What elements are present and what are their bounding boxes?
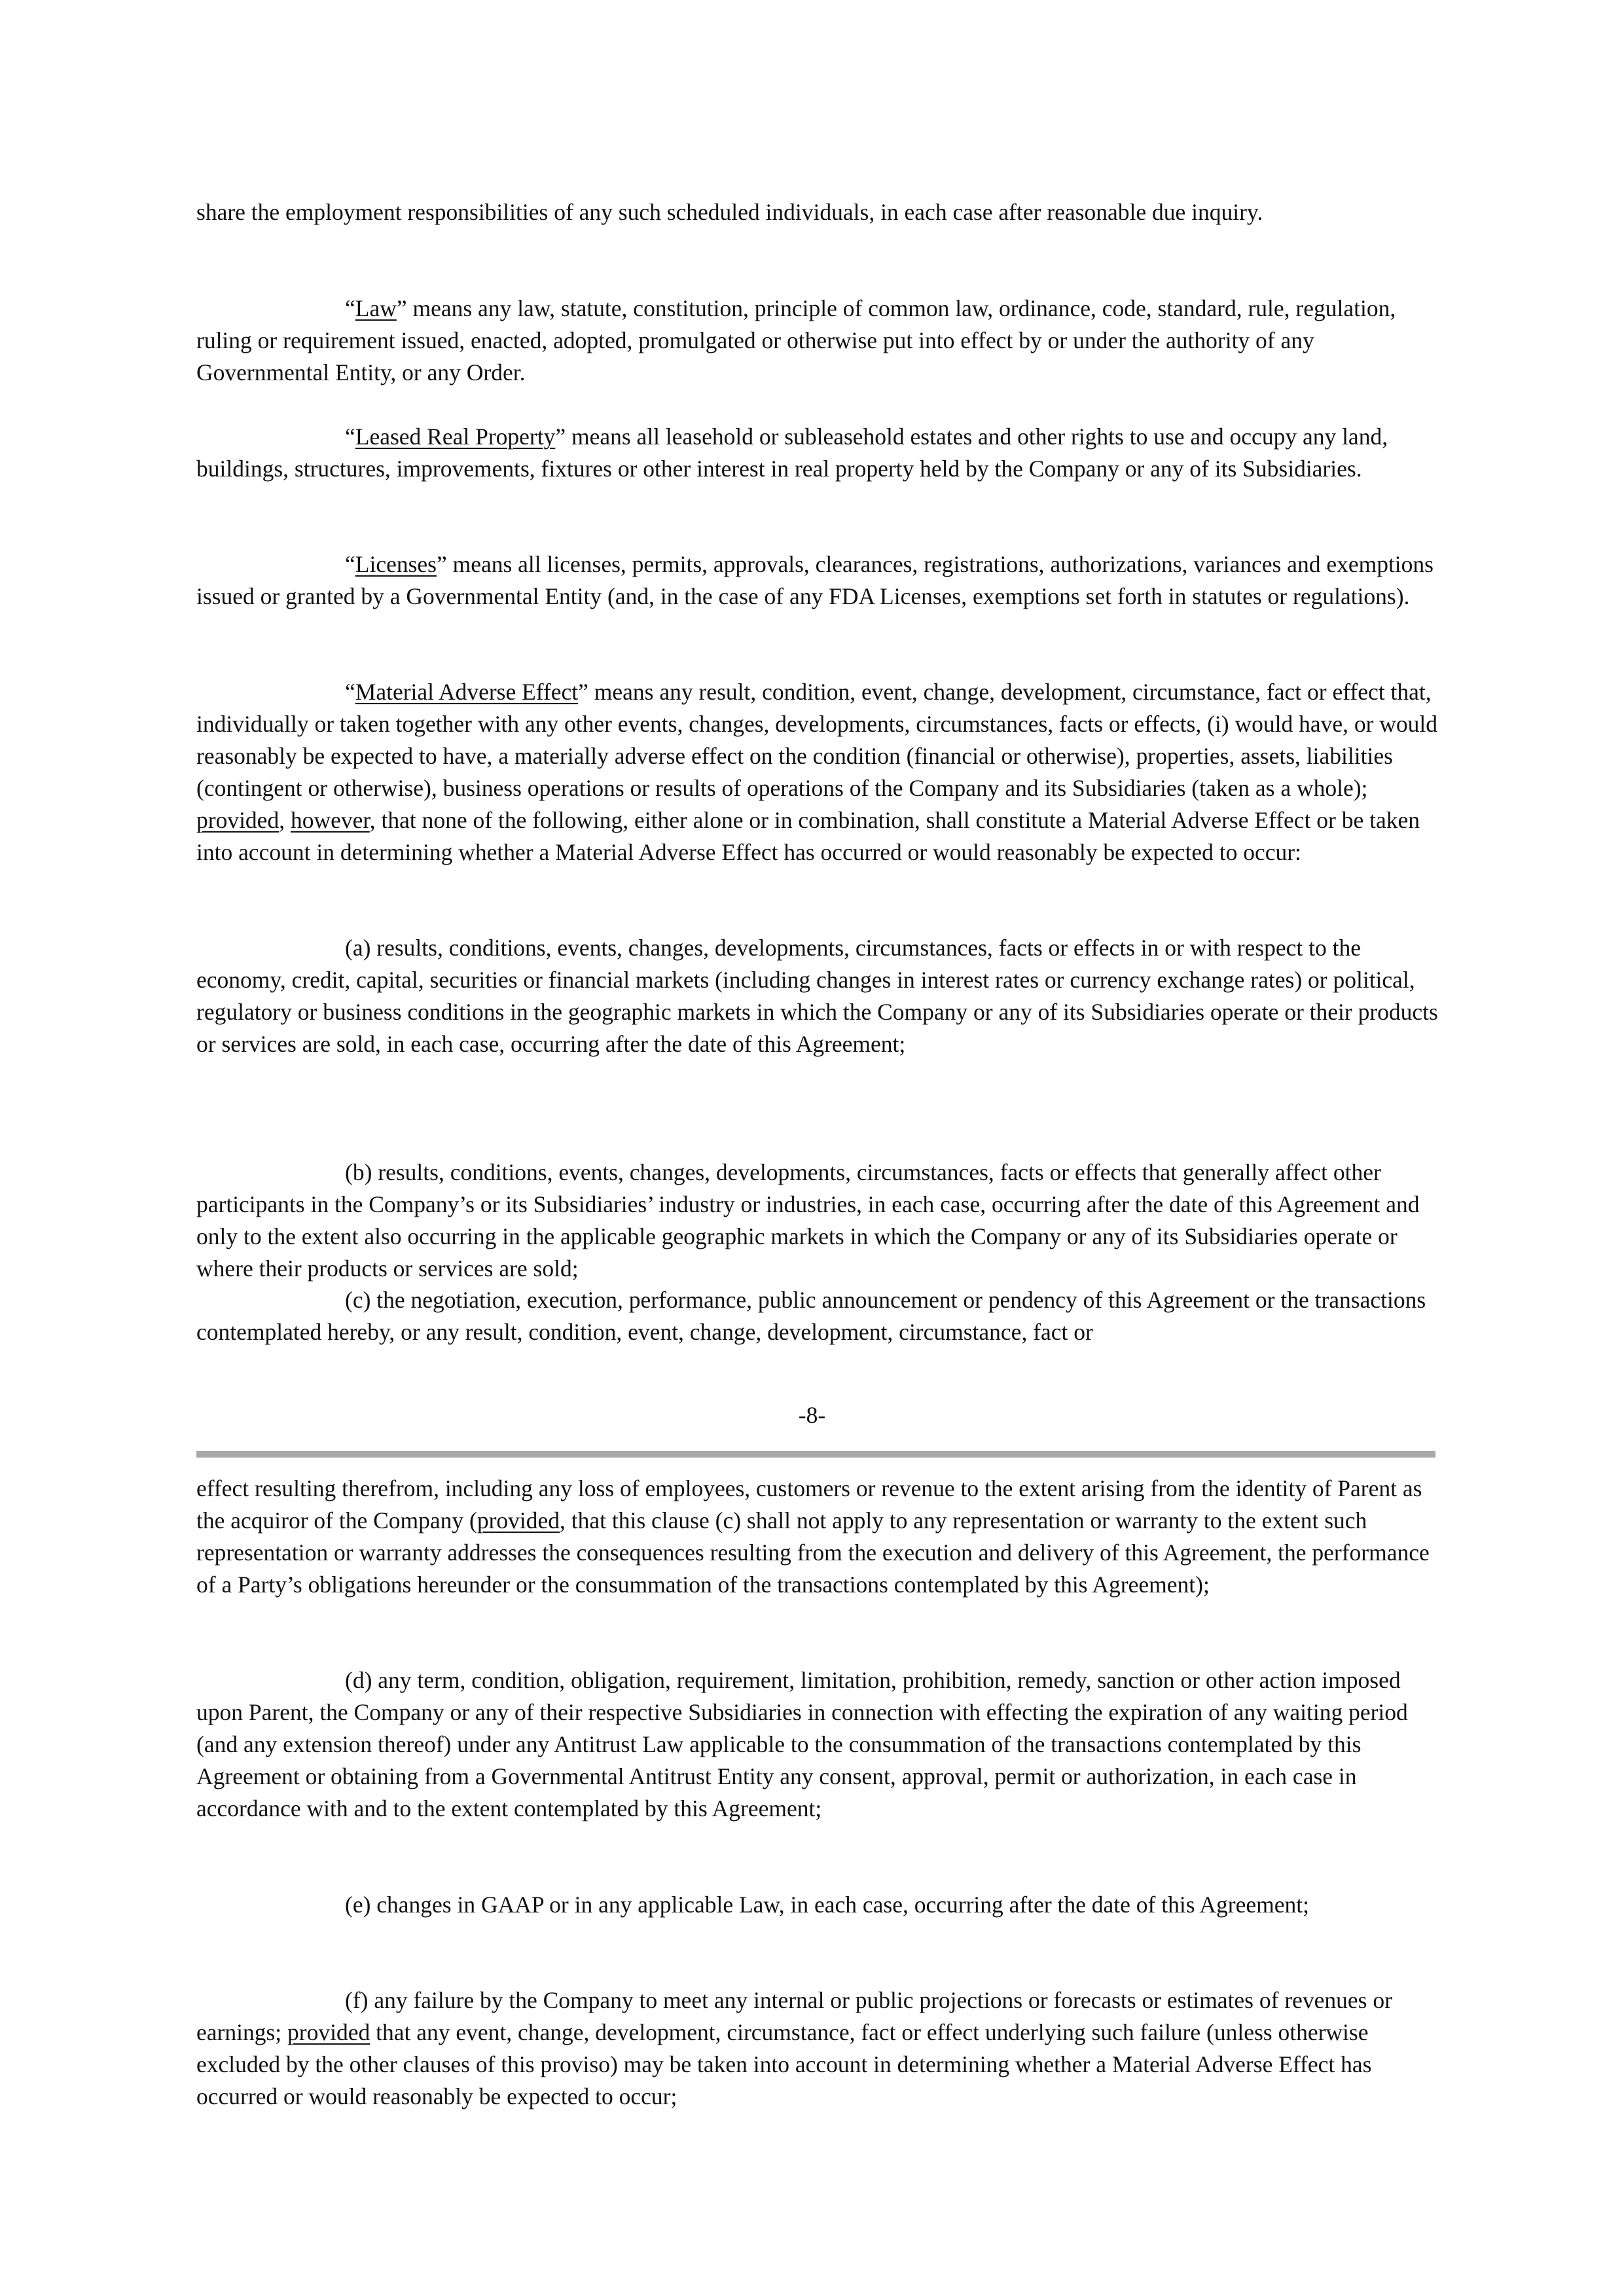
page-break-divider: [196, 1451, 1435, 1458]
clause-a: (a) results, conditions, events, changes, developments, circumstances, facts or effects in or with respect to the economy, credit, capital, securities or financial markets (including changes in interest rates or currency exchange rates) or political, regulatory or business conditions in the geographic markets in which the Company or any of its Subsidiaries operate or their products or services are sold, in each case, occurring after the date of this Agreement;: [196, 935, 1438, 1057]
paragraph-continuation: share the employment responsibilities of any such scheduled individuals, in each case after reasonable due inquiry.: [196, 199, 1263, 225]
clause-text-continued: , that this clause (c) shall not apply to any representation or warranty to the extent such representation or warranty addresses the consequences resulting from the execution and delivery of this Agreement, the performance of a Party’s obligations hereunder or the consummation of the transactions contemplated by this Agreement);: [196, 1507, 1430, 1598]
defined-term-licenses: Licenses: [355, 551, 437, 577]
definition-material-adverse-effect: [196, 676, 1440, 869]
clause-c: (c) the negotiation, execution, performance, public announcement or pendency of this Agreement or the transactions contemplated hereby, or any result, condition, event, change, development, circumstance, fact or: [196, 1287, 1426, 1345]
open-quote: “: [345, 295, 355, 321]
clause-f: [196, 1984, 1440, 2113]
definition-licenses: [196, 548, 1440, 613]
definition-text: ” means all licenses, permits, approvals, clearances, registrations, authorizations, variances and exemptions issued or granted by a Governmental Entity (and, in the case of any FDA Licenses, exemptions set forth in statutes or regulations).: [196, 551, 1434, 609]
definition-text: ” means any law, statute, constitution, principle of common law, ordinance, code, standard, rule, regulation, ruling or requirement issued, enacted, adopted, promulgated or otherwise put into effect by or under the authority of any Governmental Entity, or any Order.: [196, 295, 1396, 386]
open-quote: “: [345, 679, 355, 705]
defined-term-material-adverse-effect: Material Adverse Effect: [355, 679, 579, 705]
definition-text: ” means any result, condition, event, change, development, circumstance, fact or effect that, individually or taken together with any other events, changes, developments, circumstances, facts or effects, (i) would have, or would reasonably be expected to have, a materially adverse effect on the condition (financial or otherwise), properties, assets, liabilities (contingent or otherwise), business operations or results of operations of the Company and its Subsidiaries (taken as a whole);: [196, 679, 1438, 801]
clause-c-continuation: [196, 1473, 1440, 1601]
open-quote: “: [345, 551, 355, 577]
provided-term: provided: [287, 2019, 370, 2045]
clause-text: effect resulting therefrom, including any loss of employees, customers or revenue to the extent arising from the identity of Parent as the acquiror of the Company (: [196, 1475, 1422, 1534]
provided-term: provided: [196, 807, 280, 833]
clause-text: (f) any failure by the Company to meet any internal or public projections or forecasts or estimates of revenues or earnings;: [196, 1987, 1392, 2045]
clause-d: (d) any term, condition, obligation, requirement, limitation, prohibition, remedy, sanction or other action imposed upon Parent, the Company or any of their respective Subsidiaries in connection with effecting the expiration of any waiting period (and any extension thereof) under any Antitrust Law applicable to the consummation of the transactions contemplated by this Agreement or obtaining from a Governmental Antitrust Entity any consent, approval, permit or authorization, in each case in accordance with and to the extent contemplated by this Agreement;: [196, 1667, 1408, 1821]
however-term: however: [290, 807, 370, 833]
page-number: -8-: [798, 1402, 826, 1428]
defined-term-law: Law: [355, 295, 397, 321]
comma: ,: [279, 807, 291, 833]
clause-b: (b) results, conditions, events, changes, developments, circumstances, facts or effects that generally affect other participants in the Company’s or its Subsidiaries’ industry or industries, in each case, occurring after the date of this Agreement and only to the extent also occurring in the applicable geographic markets in which the Company or any of its Subsidiaries operate or where their products or services are sold;: [196, 1159, 1420, 1282]
definition-law: [196, 293, 1440, 389]
definition-text-continued: , that none of the following, either alone or in combination, shall constitute a Material Adverse Effect or be taken into account in determining whether a Material Adverse Effect has occurred or would reasonably be expected to occur:: [196, 807, 1420, 865]
defined-term-leased-real-property: Leased Real Property: [355, 423, 556, 450]
open-quote: “: [345, 423, 355, 450]
definition-leased-real-property: [196, 421, 1440, 485]
definition-text: ” means all leasehold or subleasehold estates and other rights to use and occupy any land, buildings, structures, improvements, fixtures or other interest in real property held by the Company or any of its Subsidiaries.: [196, 423, 1388, 482]
provided-term: provided: [477, 1507, 560, 1534]
clause-e: (e) changes in GAAP or in any applicable Law, in each case, occurring after the date of this Agreement;: [345, 1892, 1309, 1918]
clause-text-continued: that any event, change, development, circumstance, fact or effect underlying such failure (unless otherwise excluded by the other clauses of this proviso) may be taken into account in determining whether a Material Adverse Effect has occurred or would reasonably be expected to occur;: [196, 2019, 1372, 2109]
